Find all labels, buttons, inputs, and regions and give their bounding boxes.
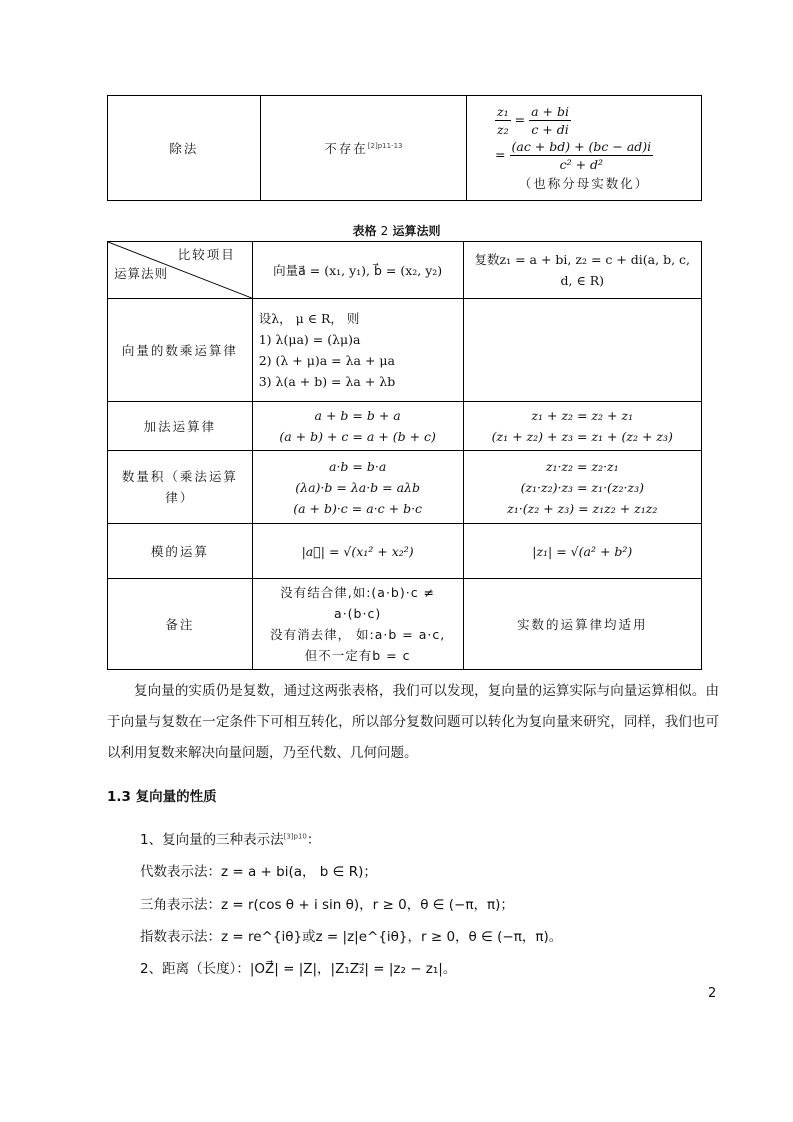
complex-cell (463, 402, 701, 451)
complex-cell: 实数的运算律均适用 (463, 579, 701, 670)
citation-ref: [3]p10 (283, 832, 307, 841)
cell-line: (z₁ + z₂) + z₃ = z₁ + (z₂ + z₃) (491, 429, 673, 444)
operations-table-part (107, 95, 702, 201)
table-row (108, 96, 702, 201)
division-formula-2: = $\frac{(ac + bd) + (bc - ad)i}{\text{c² + d²}}$ (495, 138, 652, 172)
item-text: 1、复向量的三种表示法 (140, 832, 284, 848)
cell-line: (λa)·b = λa·b = aλb (295, 479, 420, 495)
cell-line: (a + b) + c = a + (b + c) (279, 429, 436, 444)
complex-cell (467, 96, 702, 201)
frac-num: (ac + bd) + (bc − ad)i (511, 138, 652, 154)
list-item (140, 828, 320, 848)
cell-line: 设λ， μ ∈ R， 则 (258, 311, 360, 326)
vector-cell (252, 299, 463, 402)
vector-cell: |a⃗| = √(x₁² + x₂²) (252, 524, 463, 579)
frac-den: c² + d² (559, 156, 604, 172)
cell-line: z₁·(z₂ + z₃) = z₁z₂ + z₁z₂ (507, 500, 658, 516)
frac-den: z₂ (497, 121, 509, 137)
table-row (108, 579, 702, 670)
cell-line: a + b = b + a (314, 408, 401, 423)
row-label: 除法 (108, 96, 261, 201)
division-formula-1: $\frac{\text{z₁}}{\text{z₂}}$ = $\frac{a + bi}{c + di}$ (497, 103, 569, 137)
complex-cell: |z₁| = √(a² + b²) (463, 524, 701, 579)
row-label: 备注 (108, 579, 253, 670)
header-bottom-left: 运算法则 (114, 266, 169, 281)
body-paragraph: 复向量的实质仍是复数，通过这两张表格，我们可以发现，复向量的运算实际与向量运算相似。由于向量与复数在一定条件下可相互转化，所以部分复数问题可以转化为复向量来研究，同样，我们也可以利用复数来解决向量问题，乃至代数、几何问题。 (107, 683, 719, 761)
cell-line: 3) λ(a + b) = λa + λb (258, 374, 396, 389)
header-complex: 复数z₁ = a + bi, z₂ = c + di(a, b, c, d, ∈ R) (463, 242, 701, 299)
table-caption (0, 222, 793, 239)
section-heading: 1.3 复向量的性质 (107, 789, 217, 805)
caption-title: 运算法则 (392, 224, 441, 238)
table-header-row (108, 242, 702, 299)
cell-line: a·b = b·a (329, 458, 387, 474)
cell-line: 没有结合律,如:(a·b)·c ≠ (280, 585, 436, 600)
cell-line: z₁·z₂ = z₂·z₁ (545, 458, 619, 474)
division-note: （也称分母实数化） (518, 175, 650, 191)
list-item: 2、距离（长度）：|OZ⃗| = |Z|，|Z₁Z₂⃗| = |z₂ − z₁|。 (140, 961, 457, 977)
cell-line: 1) λ(μa) = (λμ)a (258, 332, 361, 347)
operation-rules-table (107, 241, 702, 670)
vector-cell (260, 96, 466, 201)
complex-cell-empty (463, 299, 701, 402)
exponential-form: 指数表示法：z = re^{iθ}或z = |z|e^{iθ}，r ≥ 0，θ ∈ (−π，π)。 (140, 929, 563, 945)
cell-line: 2) (λ + μ)a = λa + μa (258, 353, 396, 368)
table-row (108, 451, 702, 524)
cell-line: z₁ + z₂ = z₂ + z₁ (531, 408, 634, 423)
table-row (108, 299, 702, 402)
frac-num: a + bi (531, 103, 569, 119)
table-row (108, 402, 702, 451)
algebraic-form: 代数表示法：z = a + bi(a， b ∈ R)； (140, 864, 377, 880)
cell-line: (z₁·z₂)·z₃ = z₁·(z₂·z₃) (520, 479, 644, 495)
vector-cell-text: 不存在 (324, 141, 368, 157)
table-row (108, 524, 702, 579)
cell-line: a·(b·c) (334, 606, 382, 621)
page-number: 2 (708, 986, 717, 1001)
caption-label: 表格 (352, 224, 377, 238)
citation-ref: [2]p11-13 (367, 142, 403, 151)
header-vector: 向量a⃗ = (x₁, y₁), b⃗ = (x₂, y₂) (252, 242, 463, 299)
complex-cell (463, 451, 701, 524)
diagonal-header-cell (108, 242, 253, 299)
vector-cell (252, 451, 463, 524)
frac-den: c + di (531, 121, 569, 137)
frac-num: z₁ (497, 103, 509, 119)
vector-cell (252, 579, 463, 670)
caption-number: 2 (380, 224, 389, 238)
cell-line: 但不一定有b = c (304, 648, 411, 663)
trigonometric-form: 三角表示法：z = r(cos θ + i sin θ)，r ≥ 0，θ ∈ (−π，π)； (140, 897, 514, 913)
row-label: 模的运算 (108, 524, 253, 579)
vector-cell (252, 402, 463, 451)
item-colon: ： (306, 832, 321, 848)
row-label: 加法运算律 (108, 402, 253, 451)
row-label: 向量的数乘运算律 (108, 299, 253, 402)
header-top-right: 比较项目 (177, 247, 236, 262)
cell-line: 没有消去律， 如:a·b = a·c, (270, 627, 446, 642)
cell-line: (a + b)·c = a·c + b·c (293, 500, 423, 516)
row-label: 数量积（乘法运算律） (108, 451, 253, 524)
